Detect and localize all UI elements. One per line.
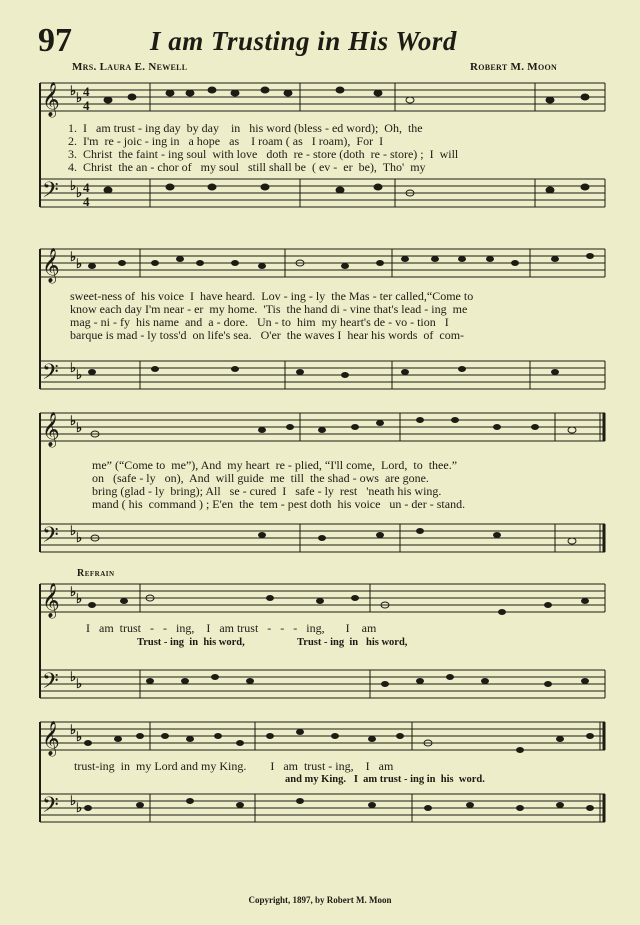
music-system-4 (0, 574, 640, 724)
refrain-line: trust-ing in my Lord and my King. I am trust - ing, I am (74, 759, 394, 773)
svg-text:♭: ♭ (70, 793, 77, 808)
svg-text:𝄢: 𝄢 (42, 178, 59, 208)
svg-text:♭: ♭ (76, 676, 83, 691)
copyright-notice: Copyright, 1897, by Robert M. Moon (248, 895, 392, 905)
verse-line: 4. Christ the an - chor of my soul still shall be ( ev - er be), Tho' my (68, 160, 426, 174)
refrain-label: Refrain (77, 568, 115, 579)
svg-text:𝄢: 𝄢 (42, 793, 59, 823)
verse-line: me” (“Come to me”), And my heart re - plied, “I'll come, Lord, to thee.” (92, 458, 458, 472)
hymn-number: 97 (38, 22, 72, 59)
svg-text:𝄞: 𝄞 (42, 248, 60, 283)
verse-line: barque is mad - ly toss'd on life's sea. O'er the waves I hear his words of com- (70, 328, 465, 342)
verse-line: 1. I am trust - ing day by day in his word (bless - ed word); Oh, the (68, 121, 423, 135)
refrain-line: I am trust - - ing, I am trust - - - ing, I am (86, 621, 377, 635)
verse-line: 2. I'm re - joic - ing in a hope as I roam ( as I roam), For I (68, 134, 384, 148)
verse-line: mag - ni - fy his name and a - dore. Un - to him my heart's de - vo - tion I (70, 315, 449, 329)
lyricist-credit: Mrs. Laura E. Newell (72, 61, 188, 73)
svg-text:𝄞: 𝄞 (42, 721, 60, 756)
svg-text:♭: ♭ (70, 249, 77, 264)
composer-credit: Robert M. Moon (470, 61, 558, 73)
music-system-5 (0, 708, 640, 893)
svg-text:♭: ♭ (76, 367, 83, 382)
refrain-bass-line: Trust - ing in his word, Trust - ing in his word, (137, 637, 408, 648)
svg-text:♭: ♭ (76, 591, 83, 606)
verse-line: 3. Christ the faint - ing soul with love doth re - store (doth re - store) ; I will (68, 147, 459, 161)
svg-text:♭: ♭ (70, 523, 77, 538)
svg-text:♭: ♭ (76, 256, 83, 271)
svg-text:𝄞: 𝄞 (42, 82, 60, 117)
svg-text:♭: ♭ (70, 178, 77, 193)
verse-line: on (safe - ly on), And will guide me till the shad - ows are gone. (92, 471, 429, 485)
svg-text:♭: ♭ (70, 413, 77, 428)
svg-text:♭: ♭ (70, 669, 77, 684)
svg-text:♭: ♭ (76, 185, 83, 200)
svg-text:𝄢: 𝄢 (42, 669, 59, 699)
svg-text:♭: ♭ (70, 584, 77, 599)
svg-text:♭: ♭ (76, 90, 83, 105)
verse-line: sweet-ness of his voice I have heard. Lov - ing - ly the Mas - ter called,“Come to (70, 289, 474, 303)
verse-line: bring (glad - ly bring); All se - cured I safe - ly rest 'neath his wing. (92, 484, 442, 498)
verse-line: know each day I'm near - er my home. 'Tis the hand di - vine that's lead - ing me (70, 302, 468, 316)
hymn-title: I am Trusting in His Word (150, 26, 457, 56)
svg-text:♭: ♭ (76, 420, 83, 435)
svg-text:4: 4 (83, 180, 90, 195)
svg-text:𝄞: 𝄞 (42, 583, 60, 618)
svg-text:𝄞: 𝄞 (42, 412, 60, 447)
svg-text:♭: ♭ (76, 729, 83, 744)
verse-line: mand ( his command ) ; E'en the tem - pest doth his voice un - der - stand. (92, 497, 466, 511)
svg-text:𝄢: 𝄢 (42, 523, 59, 553)
svg-text:♭: ♭ (70, 360, 77, 375)
svg-text:𝄢: 𝄢 (42, 360, 59, 390)
svg-text:♭: ♭ (76, 530, 83, 545)
refrain-bass-line: and my King. I am trust - ing in his word. (285, 774, 485, 785)
svg-text:♭: ♭ (70, 83, 77, 98)
svg-text:♭: ♭ (76, 800, 83, 815)
svg-text:4: 4 (83, 98, 90, 113)
svg-text:4: 4 (83, 194, 90, 209)
svg-text:♭: ♭ (70, 722, 77, 737)
svg-text:4: 4 (83, 84, 90, 99)
